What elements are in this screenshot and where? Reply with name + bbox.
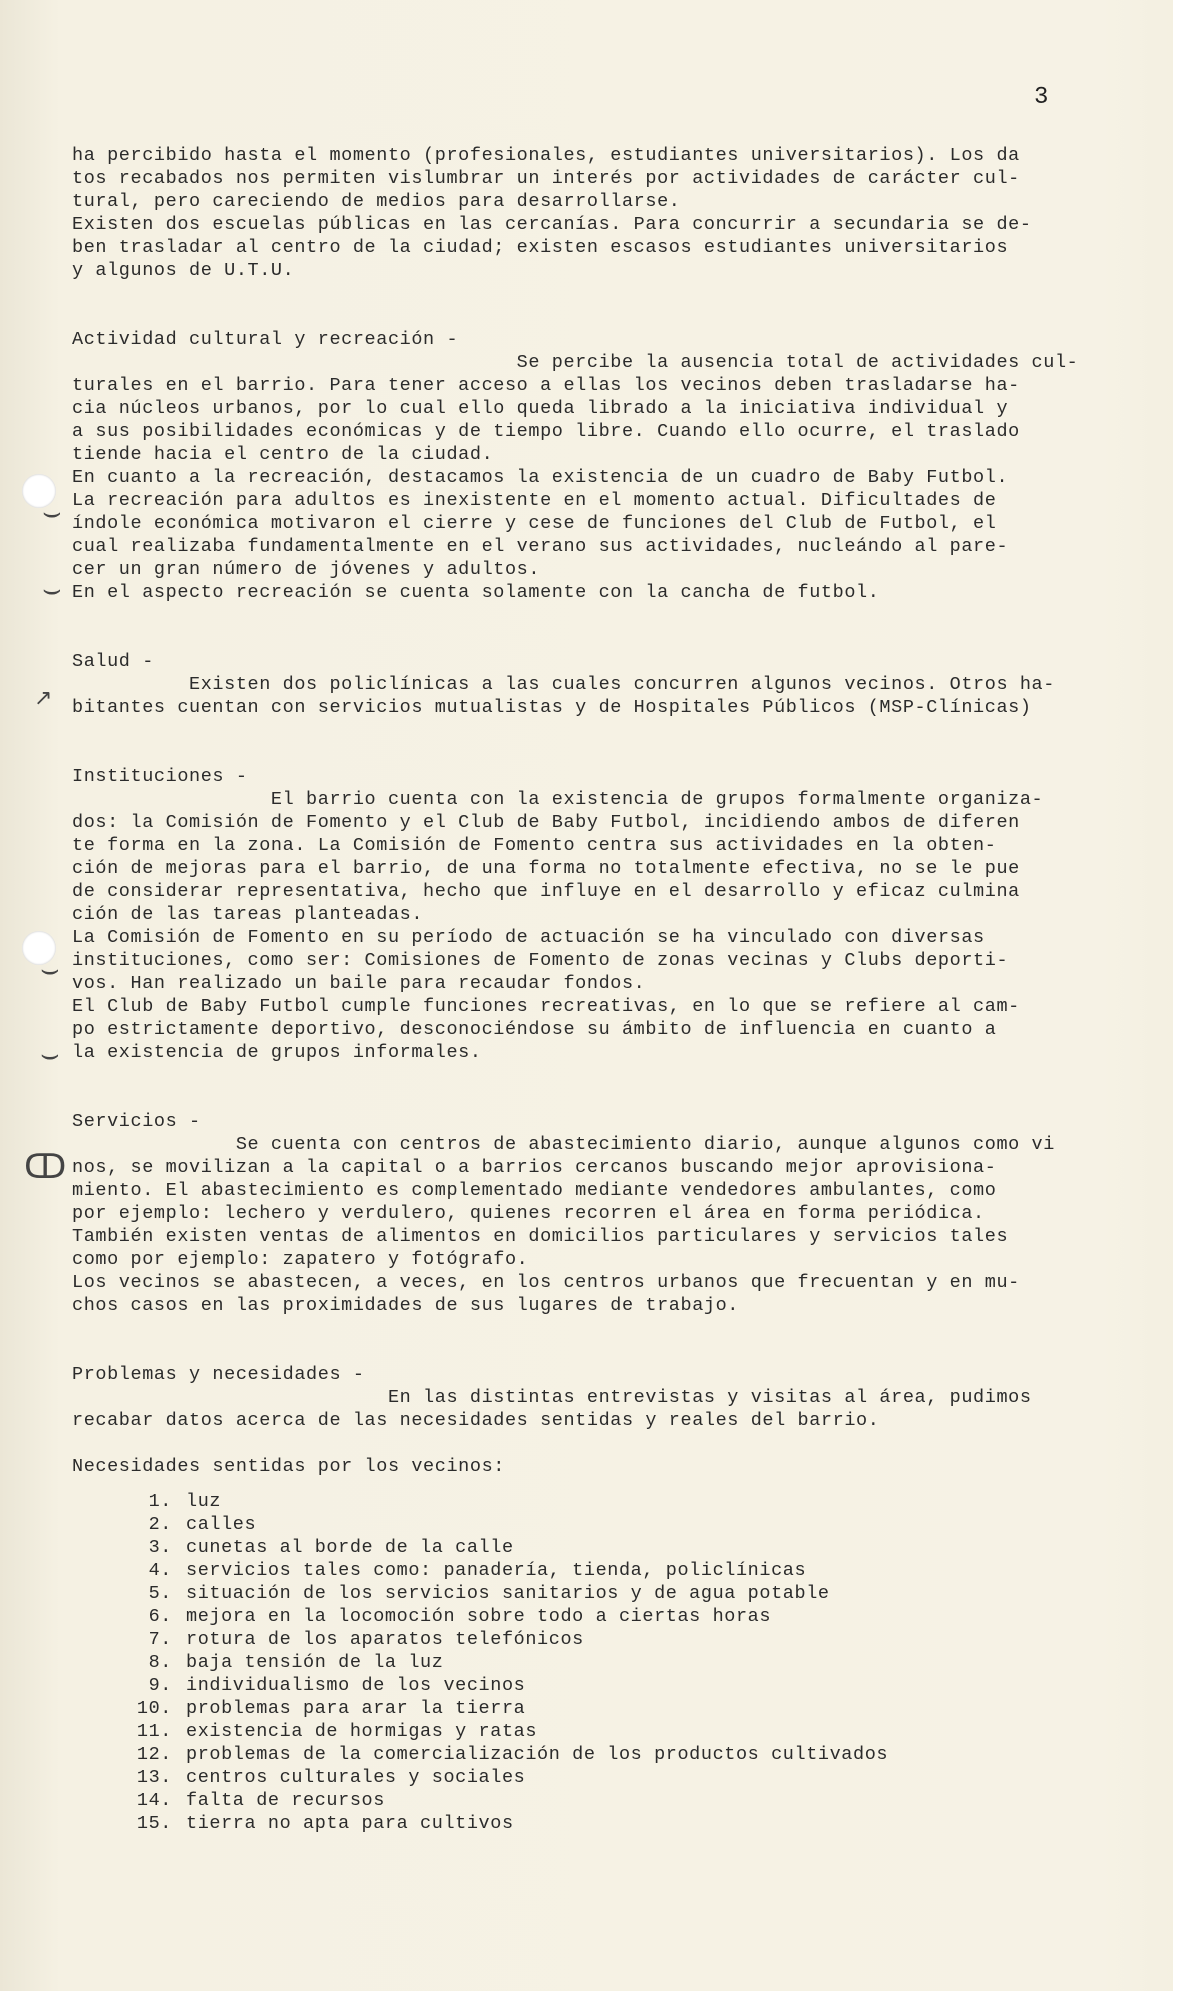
- text-line: tural, pero careciendo de medios para desarrollarse.: [72, 191, 681, 212]
- text-line: turales en el barrio. Para tener acceso a ellas los vecinos deben trasladarse ha-: [72, 375, 1020, 396]
- text-line: te forma en la zona. La Comisión de Fomento centra sus actividades en la obten-: [72, 835, 997, 856]
- intro-paragraph: [72, 144, 1172, 282]
- text-line: La recreación para adultos es inexistente en el momento actual. Dificultades de: [72, 490, 997, 511]
- item-text: problemas para arar la tierra: [186, 1698, 526, 1719]
- list-item: [72, 1697, 1172, 1720]
- section-servicios: [72, 1110, 1172, 1317]
- text-line: Existen dos escuelas públicas en las cercanías. Para concurrir a secundaria se de-: [72, 214, 1032, 235]
- bracket-mark: ⌣: [40, 952, 60, 987]
- item-text: centros culturales y sociales: [186, 1767, 526, 1788]
- text-line: Existen dos policlínicas a las cuales concurren algunos vecinos. Otros ha-: [72, 674, 1055, 695]
- list-item: [72, 1766, 1172, 1789]
- text-line: Los vecinos se abastecen, a veces, en los centros urbanos que frecuentan y en mu-: [72, 1272, 1020, 1293]
- item-number: 5.: [148, 1583, 172, 1604]
- text-line: dos: la Comisión de Fomento y el Club de Baby Futbol, incidiendo ambos de diferen: [72, 812, 1020, 833]
- text-line: instituciones, como ser: Comisiones de Fomento de zonas vecinas y Clubs deporti-: [72, 950, 1009, 971]
- bracket-mark: ⌣: [42, 495, 62, 530]
- item-text: rotura de los aparatos telefónicos: [186, 1629, 584, 1650]
- list-item: [72, 1628, 1172, 1651]
- list-item: [72, 1559, 1172, 1582]
- item-text: situación de los servicios sanitarios y de agua potable: [186, 1583, 830, 1604]
- text-line: ben trasladar al centro de la ciudad; existen escasos estudiantes universitarios: [72, 237, 1009, 258]
- list-item: [72, 1536, 1172, 1559]
- section-heading: Servicios -: [72, 1111, 201, 1132]
- text-line: En el aspecto recreación se cuenta solamente con la cancha de futbol.: [72, 582, 880, 603]
- list-item: [72, 1605, 1172, 1628]
- tick-mark: ↗: [34, 686, 53, 711]
- list-item: [72, 1720, 1172, 1743]
- item-text: mejora en la locomoción sobre todo a ciertas horas: [186, 1606, 772, 1627]
- text-line: cia núcleos urbanos, por lo cual ello queda librado a la iniciativa individual y: [72, 398, 1009, 419]
- list-item: [72, 1674, 1172, 1697]
- text-line: ha percibido hasta el momento (profesionales, estudiantes universitarios). Los da: [72, 145, 1020, 166]
- text-line: El Club de Baby Futbol cumple funciones recreativas, en lo que se refiere al cam-: [72, 996, 1020, 1017]
- text-line: miento. El abastecimiento es complementado mediante vendedores ambulantes, como: [72, 1180, 997, 1201]
- text-line: como por ejemplo: zapatero y fotógrafo.: [72, 1249, 529, 1270]
- section-heading: Actividad cultural y recreación -: [72, 329, 459, 350]
- text-line: Se cuenta con centros de abastecimiento diario, aunque algunos como vi: [72, 1134, 1055, 1155]
- text-line: a sus posibilidades económicas y de tiempo libre. Cuando ello ocurre, el traslado: [72, 421, 1020, 442]
- text-line: Se percibe la ausencia total de actividades cul-: [72, 352, 1079, 373]
- text-line: vos. Han realizado un baile para recaudar fondos.: [72, 973, 646, 994]
- list-item: [72, 1582, 1172, 1605]
- list-item: [72, 1812, 1172, 1835]
- item-number: 2.: [148, 1514, 172, 1535]
- text-line: chos casos en las proximidades de sus lugares de trabajo.: [72, 1295, 740, 1316]
- item-number: 3.: [148, 1537, 172, 1558]
- list-item: [72, 1743, 1172, 1766]
- section-instituciones: [72, 765, 1172, 1064]
- section-heading: Salud -: [72, 651, 154, 672]
- text-line: la existencia de grupos informales.: [72, 1042, 482, 1063]
- item-number: 10.: [136, 1698, 172, 1719]
- bracket-mark: ⌣: [40, 1037, 60, 1072]
- item-number: 6.: [148, 1606, 172, 1627]
- text-line: En las distintas entrevistas y visitas al área, pudimos: [72, 1387, 1032, 1408]
- section-heading: Problemas y necesidades -: [72, 1364, 365, 1385]
- text-line: La Comisión de Fomento en su período de actuación se ha vinculado con diversas: [72, 927, 985, 948]
- text-line: po estrictamente deportivo, desconociéndose su ámbito de influencia en cuanto a: [72, 1019, 997, 1040]
- bracket-mark: ⌣: [42, 572, 62, 607]
- needs-list: [72, 1490, 1172, 1835]
- section-heading: Instituciones -: [72, 766, 248, 787]
- text-line: ción de las tareas planteadas.: [72, 904, 424, 925]
- list-item: [72, 1651, 1172, 1674]
- item-text: tierra no apta para cultivos: [186, 1813, 514, 1834]
- item-number: 12.: [136, 1744, 172, 1765]
- text-line: nos, se movilizan a la capital o a barrios cercanos buscando mejor aprovisiona-: [72, 1157, 997, 1178]
- item-number: 11.: [136, 1721, 172, 1742]
- item-text: falta de recursos: [186, 1790, 385, 1811]
- item-text: calles: [186, 1514, 257, 1535]
- text-line: El barrio cuenta con la existencia de grupos formalmente organiza-: [72, 789, 1044, 810]
- list-item: [72, 1513, 1172, 1536]
- text-line: por ejemplo: lechero y verdulero, quienes recorren el área en forma periódica.: [72, 1203, 985, 1224]
- text-line: cual realizaba fundamentalmente en el verano sus actividades, nucleándo al pare-: [72, 536, 1009, 557]
- section-cultural: [72, 328, 1172, 604]
- item-text: baja tensión de la luz: [186, 1652, 444, 1673]
- item-text: existencia de hormigas y ratas: [186, 1721, 538, 1742]
- item-text: cunetas al borde de la calle: [186, 1537, 514, 1558]
- item-text: problemas de la comercialización de los productos cultivados: [186, 1744, 889, 1765]
- item-number: 15.: [136, 1813, 172, 1834]
- section-salud: [72, 650, 1172, 719]
- text-line: En cuanto a la recreación, destacamos la existencia de un cuadro de Baby Futbol.: [72, 467, 1009, 488]
- item-number: 7.: [148, 1629, 172, 1650]
- text-line: cer un gran número de jóvenes y adultos.: [72, 559, 541, 580]
- text-line: de considerar representativa, hecho que influye en el desarrollo y eficaz culmina: [72, 881, 1020, 902]
- text-line: tos recabados nos permiten vislumbrar un interés por actividades de carácter cul-: [72, 168, 1020, 189]
- item-number: 8.: [148, 1652, 172, 1673]
- item-text: luz: [186, 1491, 222, 1512]
- section-necesidades: [72, 1455, 1172, 1835]
- text-line: También existen ventas de alimentos en domicilios particulares y servicios tales: [72, 1226, 1009, 1247]
- text-line: y algunos de U.T.U.: [72, 260, 295, 281]
- text-line: recabar datos acerca de las necesidades sentidas y reales del barrio.: [72, 1410, 880, 1431]
- section-problemas: [72, 1363, 1172, 1432]
- page-number: 3: [1034, 84, 1049, 111]
- item-number: 13.: [136, 1767, 172, 1788]
- item-text: servicios tales como: panadería, tienda, policlínicas: [186, 1560, 807, 1581]
- paper-edge: [1173, 0, 1195, 1991]
- item-number: 4.: [148, 1560, 172, 1581]
- item-number: 1.: [148, 1491, 172, 1512]
- text-line: índole económica motivaron el cierre y cese de funciones del Club de Futbol, el: [72, 513, 997, 534]
- document-body: [72, 144, 1172, 1835]
- text-line: bitantes cuentan con servicios mutualistas y de Hospitales Públicos (MSP-Clínicas): [72, 697, 1032, 718]
- list-item: [72, 1789, 1172, 1812]
- item-text: individualismo de los vecinos: [186, 1675, 526, 1696]
- list-item: [72, 1490, 1172, 1513]
- item-number: 9.: [148, 1675, 172, 1696]
- section-heading: Necesidades sentidas por los vecinos:: [72, 1456, 505, 1477]
- circle-mark: ↀ: [24, 1147, 67, 1187]
- item-number: 14.: [136, 1790, 172, 1811]
- text-line: tiende hacia el centro de la ciudad.: [72, 444, 494, 465]
- text-line: ción de mejoras para el barrio, de una forma no totalmente efectiva, no se le pue: [72, 858, 1020, 879]
